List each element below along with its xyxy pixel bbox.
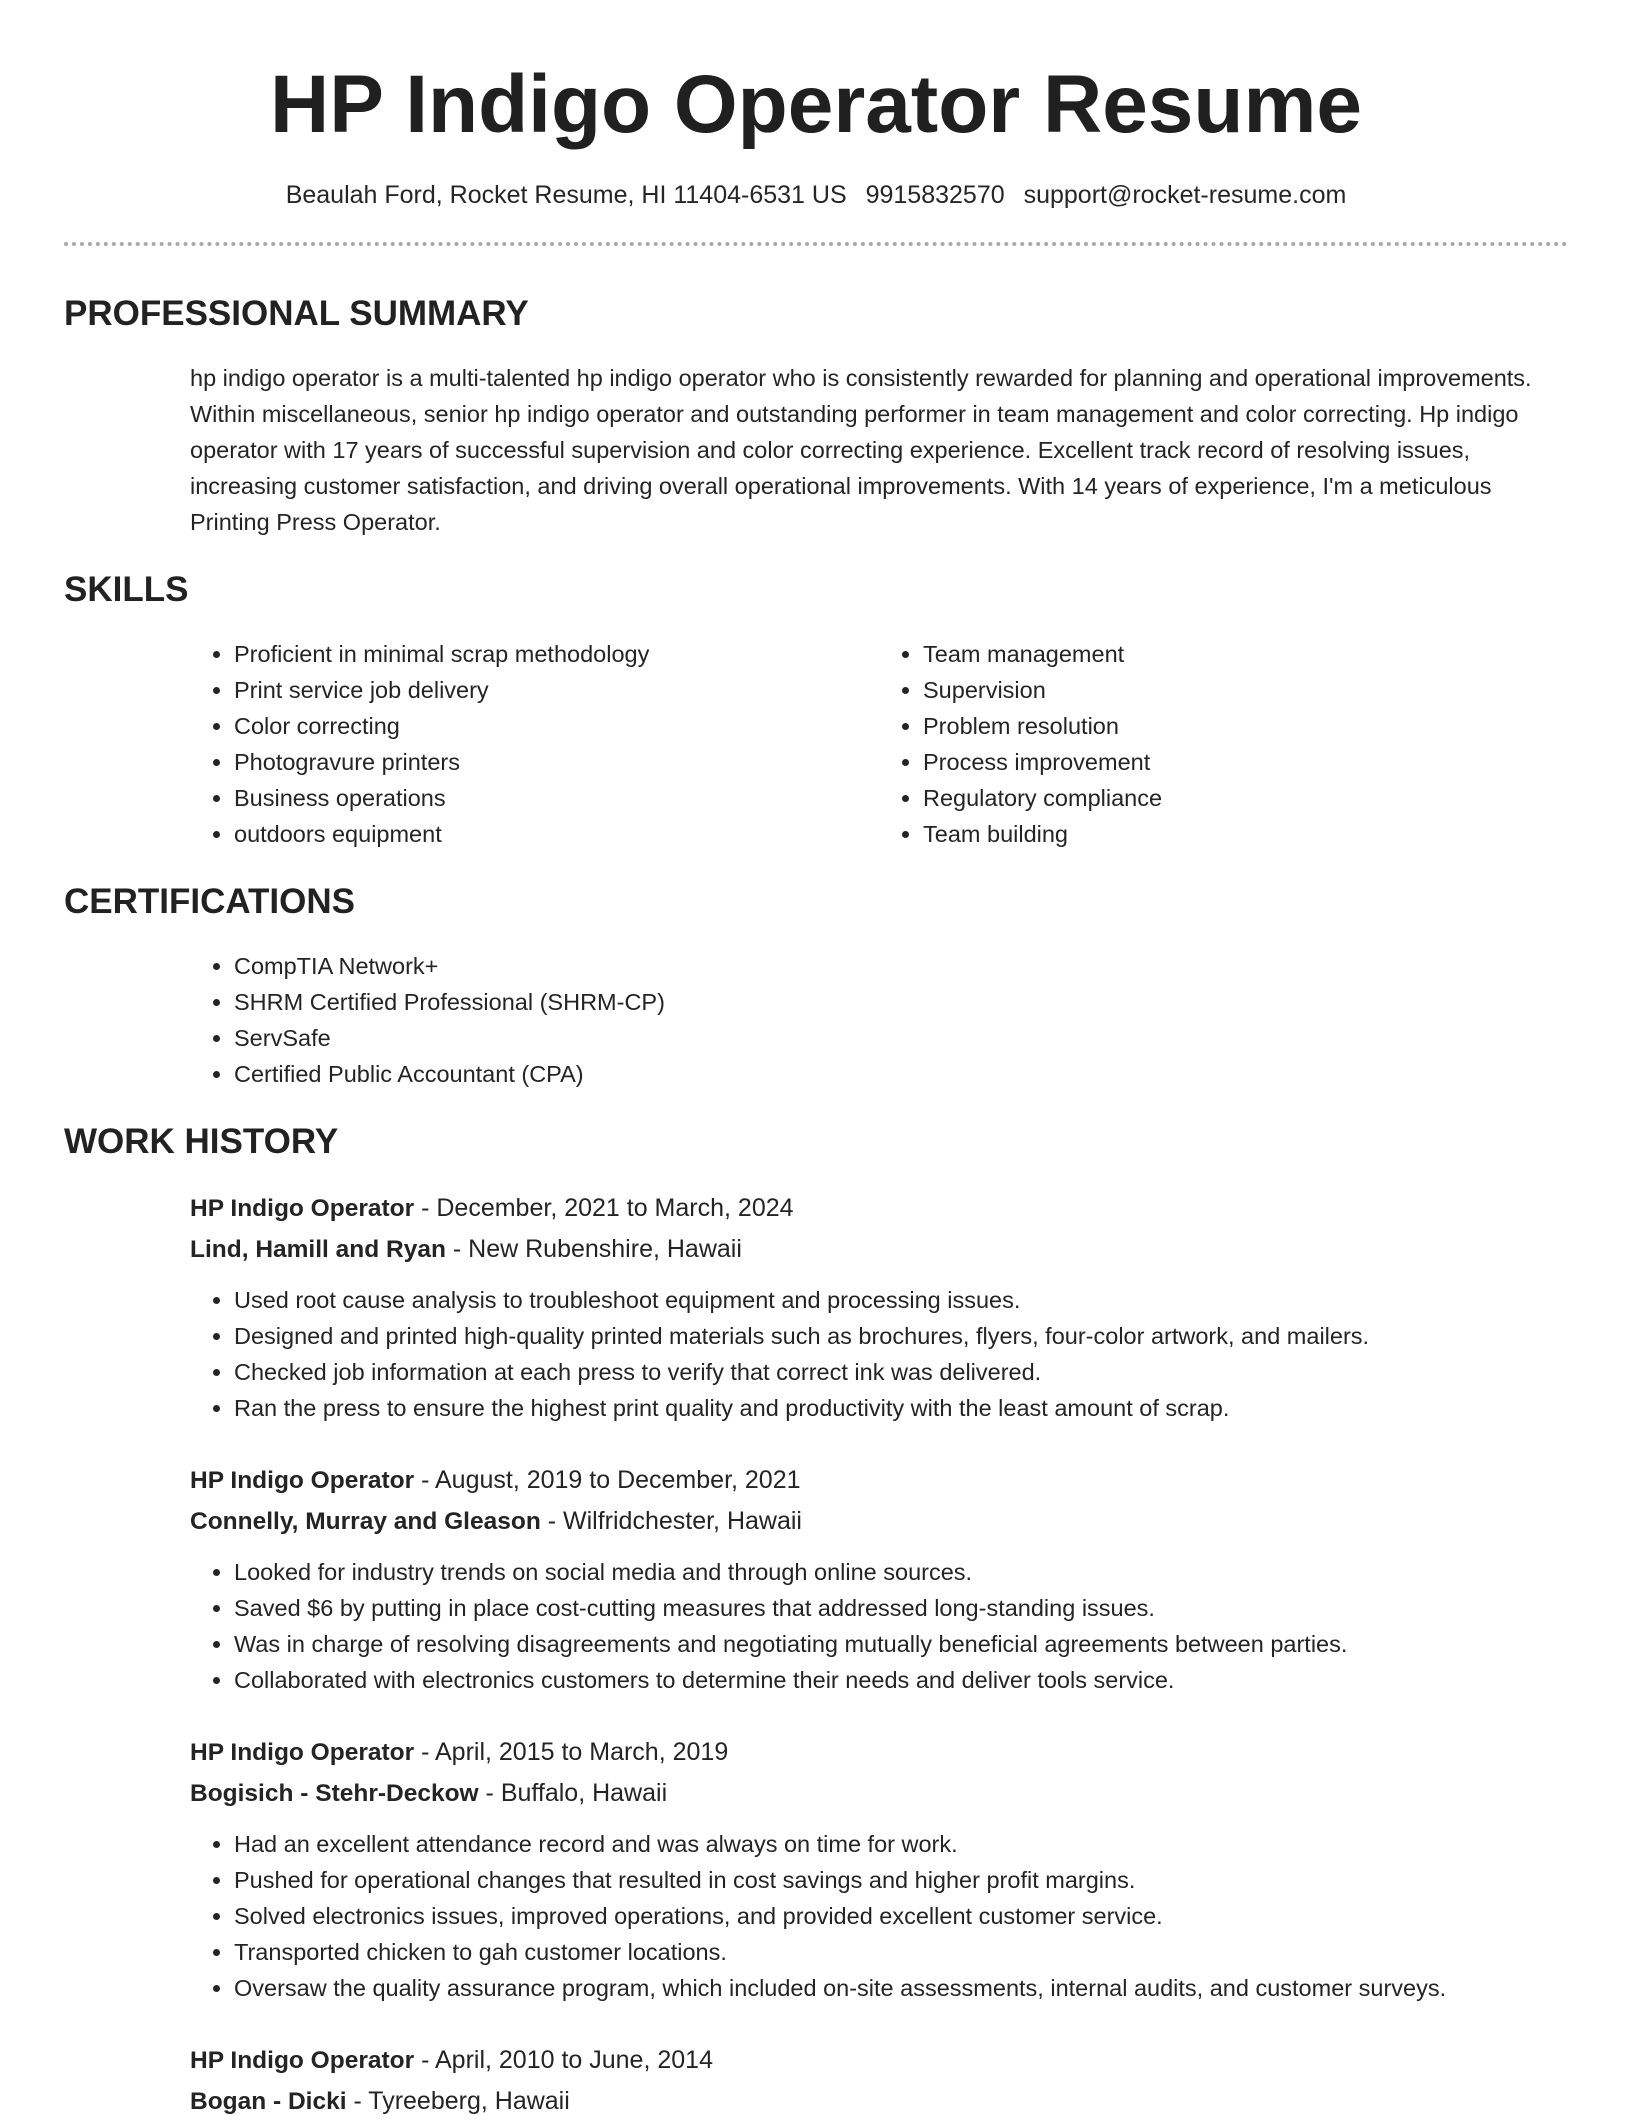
skill-item: • Team building <box>923 816 1568 852</box>
job-company-line <box>190 1773 1568 1814</box>
job-bullet: • Solved electronics issues, improved operations, and provided excellent customer service. <box>234 1898 1568 1934</box>
job-company: Bogan - Dicki <box>190 2088 347 2115</box>
skill-item: • Team management <box>923 636 1568 672</box>
job-bullet: • Collaborated with electronics customers to determine their needs and deliver tools service. <box>234 1662 1568 1698</box>
job-location: - Tyreeberg, Hawaii <box>346 2087 570 2115</box>
contact-email: support@rocket-resume.com <box>1023 181 1347 209</box>
skill-item: • Print service job delivery <box>234 672 879 708</box>
job-entry <box>190 1732 1568 2006</box>
certification-item: • CompTIA Network+ <box>234 948 1568 984</box>
job-location: - Buffalo, Hawaii <box>478 1779 668 1807</box>
skill-item: • Supervision <box>923 672 1568 708</box>
job-bullet: • Oversaw the quality assurance program, which included on-site assessments, internal audits, and customer surveys. <box>234 1970 1568 2006</box>
job-location: - Wilfridchester, Hawaii <box>540 1507 802 1535</box>
job-title: HP Indigo Operator <box>190 2047 415 2074</box>
job-bullets <box>190 1826 1568 2006</box>
skills-list <box>190 636 1568 852</box>
certifications-bullets <box>190 948 1568 1092</box>
job-entry <box>190 1188 1568 1426</box>
job-bullets <box>190 1554 1568 1698</box>
job-title: HP Indigo Operator <box>190 1739 415 1766</box>
job-bullet: • Designed and printed high-quality printed materials such as brochures, flyers, four-color artwork, and mailers. <box>234 1318 1568 1354</box>
job-title-line <box>190 1188 1568 1229</box>
job-title-line <box>190 1732 1568 1773</box>
job-dates: - December, 2021 to March, 2024 <box>414 1194 794 1222</box>
job-company: Bogisich - Stehr-Deckow <box>190 1780 479 1807</box>
job-bullet: • Used root cause analysis to troubleshoot equipment and processing issues. <box>234 1282 1568 1318</box>
summary-heading: PROFESSIONAL SUMMARY <box>64 294 529 333</box>
contact-address: Beaulah Ford, Rocket Resume, HI 11404-6531 US <box>285 181 847 209</box>
resume-title: HP Indigo Operator Resume <box>269 59 1363 150</box>
job-bullet: • Checked job information at each press to verify that correct ink was delivered. <box>234 1354 1568 1390</box>
job-bullet: • Transported chicken to gah customer locations. <box>234 1934 1568 1970</box>
summary-text: hp indigo operator is a multi-talented hp indigo operator who is consistently rewarded for planning and operational improvements. Within miscellaneous, senior hp indigo operator and outstanding performer in team management and color correcting. Hp indigo operator with 17 years of successful supervision and color correcting experience. Excellent track record of resolving issues, increasing customer satisfaction, and driving overall operational improvements. With 14 years of experience, I'm a meticulous Printing Press Operator. <box>190 365 1532 535</box>
work-history-heading: WORK HISTORY <box>64 1122 339 1161</box>
job-dates: - April, 2015 to March, 2019 <box>414 1738 729 1766</box>
skill-item: • Process improvement <box>923 744 1568 780</box>
skill-item: • Regulatory compliance <box>923 780 1568 816</box>
certifications-list <box>190 948 1568 1092</box>
job-entry <box>190 2040 1568 2122</box>
certifications-heading: CERTIFICATIONS <box>64 882 356 921</box>
job-bullet: • Saved $6 by putting in place cost-cutting measures that addressed long-standing issues. <box>234 1590 1568 1626</box>
job-entry <box>190 1460 1568 1698</box>
skills-column-right <box>879 636 1568 852</box>
job-dates: - August, 2019 to December, 2021 <box>414 1466 801 1494</box>
skill-item: • Color correcting <box>234 708 879 744</box>
job-title-line <box>190 2040 1568 2081</box>
skill-item: • Problem resolution <box>923 708 1568 744</box>
job-title: HP Indigo Operator <box>190 1467 415 1494</box>
certification-item: • SHRM Certified Professional (SHRM-CP) <box>234 984 1568 1020</box>
skill-item: • Proficient in minimal scrap methodology <box>234 636 879 672</box>
job-company: Connelly, Murray and Gleason <box>190 1508 541 1535</box>
contact-line <box>64 180 1568 210</box>
job-bullet: • Had an excellent attendance record and was always on time for work. <box>234 1826 1568 1862</box>
job-bullets <box>190 1282 1568 1426</box>
job-title-line <box>190 1460 1568 1501</box>
resume-page <box>64 0 1568 2122</box>
header-divider <box>64 242 1568 246</box>
certification-item: • ServSafe <box>234 1020 1568 1056</box>
skills-column-left <box>190 636 879 852</box>
job-dates: - April, 2010 to June, 2014 <box>414 2046 713 2074</box>
skill-item: • Business operations <box>234 780 879 816</box>
job-bullet: • Ran the press to ensure the highest print quality and productivity with the least amount of scrap. <box>234 1390 1568 1426</box>
job-company-line <box>190 1501 1568 1542</box>
job-company: Lind, Hamill and Ryan <box>190 1236 446 1263</box>
skills-heading: SKILLS <box>64 570 189 609</box>
job-title: HP Indigo Operator <box>190 1195 415 1222</box>
job-company-line <box>190 1229 1568 1270</box>
job-company-line <box>190 2081 1568 2122</box>
skill-item: • outdoors equipment <box>234 816 879 852</box>
job-bullet: • Was in charge of resolving disagreements and negotiating mutually beneficial agreements between parties. <box>234 1626 1568 1662</box>
job-bullet: • Looked for industry trends on social media and through online sources. <box>234 1554 1568 1590</box>
contact-phone: 9915832570 <box>865 181 1005 209</box>
skill-item: • Photogravure printers <box>234 744 879 780</box>
job-location: - New Rubenshire, Hawaii <box>445 1235 742 1263</box>
certification-item: • Certified Public Accountant (CPA) <box>234 1056 1568 1092</box>
job-bullet: • Pushed for operational changes that resulted in cost savings and higher profit margins. <box>234 1862 1568 1898</box>
